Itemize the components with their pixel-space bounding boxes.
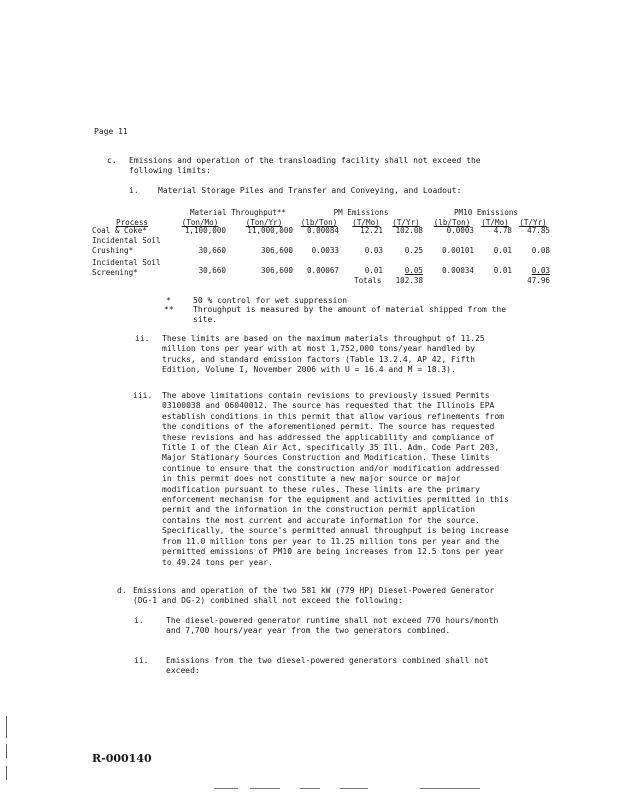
para-ii-marker: ii.	[135, 334, 150, 343]
row-3-pm-lb-ton: 0.00067	[306, 266, 339, 275]
row-1-ton-mo: 1,100,000	[184, 226, 226, 235]
note-1-text: 50 % control for wet suppression	[193, 296, 348, 305]
section-d-ii-marker: ii.	[134, 656, 149, 665]
section-c-marker: c.	[107, 156, 117, 165]
col-header-ton-mo: (Ton/Mo)	[181, 218, 219, 227]
note-1-marker: *	[166, 296, 171, 305]
section-d-text: Emissions and operation of the two 581 kW (779 HP) Diesel-Powered Generator (DG-1 and DG-2) combined shall not exceed the following:	[133, 586, 495, 606]
row-2-pm-lb-ton: 0.0033	[311, 246, 339, 255]
row-3-pm-t-mo: 0.01	[364, 266, 383, 275]
row-1-pm-t-mo: 12.21	[360, 226, 383, 235]
scan-bottom-line-5	[420, 788, 480, 789]
row-3-ton-mo: 30,660	[198, 266, 226, 275]
para-iii-marker: iii.	[133, 391, 153, 400]
section-d-ii-text: Emissions from the two diesel-powered generators combined shall not exceed:	[166, 656, 489, 676]
row-2-pm-t-mo: 0.03	[364, 246, 383, 255]
row-2-ton-yr: 306,600	[260, 246, 293, 255]
emissions-table	[92, 208, 550, 290]
row-2-pm-t-yr: 0.25	[404, 246, 423, 255]
row-3-pm10-lb-ton: 0.00034	[441, 266, 474, 275]
row-3-pm-t-yr: 0.05	[404, 266, 423, 275]
scan-edge-line-2	[6, 744, 7, 758]
col-header-t-mo-pm10: (T/Mo)	[481, 218, 509, 227]
section-c-i-heading: Material Storage Piles and Transfer and Conveying, and Loadout:	[158, 186, 462, 195]
section-c-text: Emissions and operation of the transloading facility shall not exceed the following limits:	[129, 156, 481, 176]
row-3-pm10-t-mo: 0.01	[493, 266, 512, 275]
row-1-pm10-t-mo: 4.78	[493, 226, 512, 235]
row-1-label: Coal & Coke*	[92, 226, 147, 235]
scan-edge-line-1	[6, 716, 7, 738]
group-header-pm10: PM10 Emissions	[453, 208, 518, 217]
group-header-pm: PM Emissions	[333, 208, 389, 217]
section-d-marker: d.	[117, 586, 127, 595]
row-3-label-line-2: Screening*	[92, 268, 138, 277]
row-1-pm-t-yr: 102.08	[395, 226, 423, 235]
col-header-lb-ton: (lb/Ton)	[300, 218, 338, 227]
bates-number: R-000140	[92, 752, 152, 765]
row-3-label-line-1: Incidental Soil	[92, 258, 161, 267]
col-header-t-mo: (T/Mo)	[352, 218, 380, 227]
row-2-ton-mo: 30,660	[198, 246, 226, 255]
row-1-pm10-t-yr: 47.85	[527, 226, 550, 235]
row-3-ton-yr: 306,600	[260, 266, 293, 275]
section-d-i-text: The diesel-powered generator runtime shall not exceed 770 hours/month and 7,700 hours/year year from the two generators combined.	[166, 616, 499, 636]
para-ii-text: These limits are based on the maximum materials throughput of 11.25 million tons per year with at most 1,752,000 tons/year handled by trucks, and standard emission factors (Table 13.2.4, AP 42, Fifth Edition, Volume I, November 2006 with U = 16.4 and M = 18.3).	[162, 334, 485, 375]
row-1-ton-yr: 11,000,000	[247, 226, 293, 235]
row-2-pm10-lb-ton: 0.00101	[441, 246, 474, 255]
section-c-i-marker: i.	[129, 186, 139, 195]
row-2-pm10-t-yr: 0.08	[531, 246, 550, 255]
col-header-t-yr: (T/Yr)	[392, 218, 420, 227]
row-2-label-line-2: Crushing*	[92, 246, 134, 255]
col-header-ton-yr: (Ton/Yr)	[245, 218, 283, 227]
scan-edge-line-3	[6, 766, 7, 780]
section-d-i-marker: i.	[134, 616, 144, 625]
totals-label: Totals	[354, 276, 382, 285]
totals-pm10: 47.96	[527, 276, 550, 285]
note-2-text: Throughput is measured by the amount of material shipped from the site.	[193, 305, 507, 325]
scan-bottom-line-4	[340, 788, 368, 789]
group-header-throughput: Material Throughput**	[189, 208, 286, 217]
row-1-pm10-lb-ton: 0.0003	[446, 226, 474, 235]
scan-bottom-line-3	[300, 788, 320, 789]
page-label: Page 11	[94, 127, 128, 136]
row-3-pm10-t-yr: 0.03	[531, 266, 550, 275]
row-2-pm10-t-mo: 0.01	[493, 246, 512, 255]
col-header-lb-ton-pm10: (lb/Ton)	[433, 218, 471, 227]
row-2-label-line-1: Incidental Soil	[92, 236, 161, 245]
para-iii-text: The above limitations contain revisions to previously issued Permits 03100038 and 06040012. The source has requested that the Illinois EPA establish conditions in this permit that allow various refinements from the conditions of the aforementioned permit. The source has requested these revisions and has addressed the applicability and compliance of Title I of the Clean Air Act, specifically 35 Ill. Adm. Code Part 203, Major Stationary Sources Construction and Modification. These limits continue to ensure that the construction and/or modification addressed in this permit does not constitute a new major source or major modification pursuant to these rules. These limits are the primary enforcement mechanism for the equipment and activities permitted in this permit and the information in the construction permit application contains the most current and accurate information for the source. Specifically, the source's permitted annual throughput is being increase from 11.0 million tons per year to 11.25 million tons per year and the permitted emissions of PM10 are being increases from 12.5 tons per year to 49.24 tons per year.	[162, 391, 509, 567]
totals-pm: 102.38	[395, 276, 423, 285]
note-2-marker: **	[164, 305, 174, 314]
col-header-t-yr-pm10: (T/Yr)	[519, 218, 547, 227]
row-1-pm-lb-ton: 0.00084	[306, 226, 339, 235]
col-header-process: Process	[116, 218, 149, 227]
scan-bottom-line-2	[250, 788, 280, 789]
scan-bottom-line-1	[214, 788, 238, 789]
